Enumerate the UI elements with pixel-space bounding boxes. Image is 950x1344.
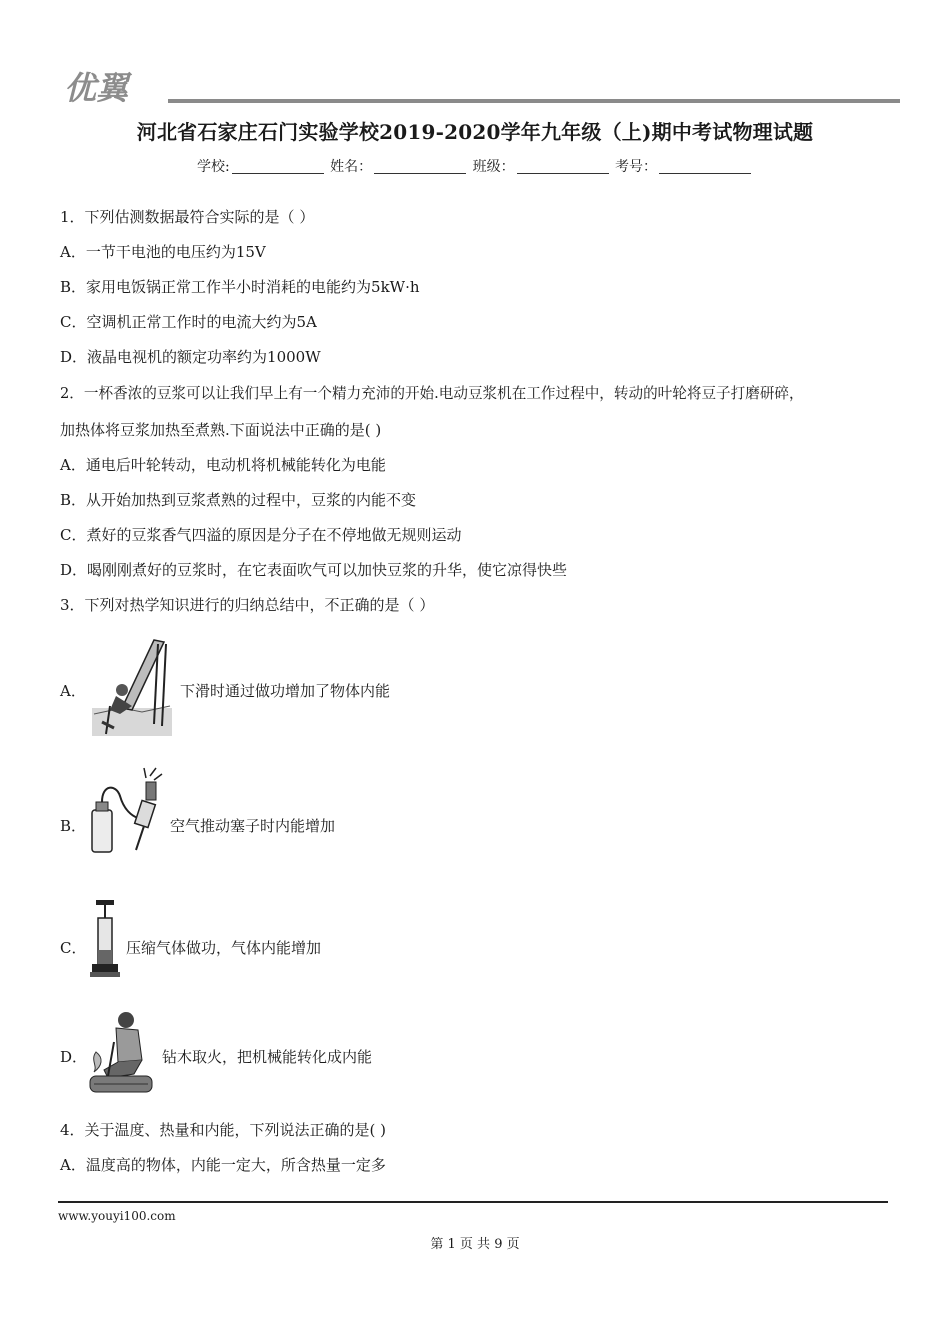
q3-option-a-text: 下滑时通过做功增加了物体内能 [180, 682, 391, 700]
class-blank[interactable] [517, 159, 609, 174]
q3-option-b-text: 空气推动塞子时内能增加 [170, 817, 336, 835]
exam-number-label: 考号： [615, 159, 658, 175]
q3-option-d-text: 钻木取火，把机械能转化成内能 [162, 1048, 373, 1066]
school-label: 学校: [196, 159, 230, 175]
q2-option-d: D．喝刚刚煮好的豆浆时，在它表面吹气可以加快豆浆的升华，使它凉得快些 [60, 561, 568, 579]
q2-option-a: A．通电后叶轮转动，电动机将机械能转化为电能 [60, 456, 386, 474]
slide-icon [92, 636, 172, 736]
q1-stem: 1．下列估测数据最符合实际的是（ ） [60, 208, 315, 226]
q3-stem: 3．下列对热学知识进行的归纳总结中，不正确的是（ ） [60, 596, 435, 614]
q3-option-a-letter: A． [60, 682, 86, 700]
q2-option-c: C．煮好的豆浆香气四溢的原因是分子在不停地做无规则运动 [60, 526, 462, 544]
q3-option-d-letter: D． [60, 1048, 88, 1066]
air-pump-icon [88, 898, 122, 980]
q1-option-a: A．一节干电池的电压约为15V [60, 243, 266, 261]
name-label: 姓名： [330, 159, 373, 175]
q3-option-b-letter: B． [60, 817, 87, 835]
exam-number-blank[interactable] [659, 159, 751, 174]
q2-option-b: B．从开始加热到豆浆煮熟的过程中，豆浆的内能不变 [60, 491, 417, 509]
q2-stem-line2: 加热体将豆浆加热至煮熟.下面说法中正确的是( ) [60, 421, 382, 439]
q3-option-c-text: 压缩气体做功，气体内能增加 [126, 939, 322, 957]
name-blank[interactable] [374, 159, 466, 174]
footer-rule [58, 1201, 888, 1203]
q1-option-d: D．液晶电视机的额定功率约为1000W [60, 348, 321, 366]
q4-option-a: A．温度高的物体，内能一定大，所含热量一定多 [60, 1156, 386, 1174]
header-rule [168, 99, 900, 103]
q1-option-c: C．空调机正常工作时的电流大约为5A [60, 313, 317, 331]
school-blank[interactable] [232, 159, 324, 174]
q4-stem: 4．关于温度、热量和内能，下列说法正确的是( ) [60, 1121, 387, 1139]
class-label: 班级： [472, 159, 515, 175]
logo-text: 优翼 [64, 69, 129, 106]
footer-url: www.youyi100.com [58, 1209, 176, 1223]
drill-fire-icon [86, 1008, 156, 1096]
q2-stem-line1: 2．一杯香浓的豆浆可以让我们早上有一个精力充沛的开始.电动豆浆机在工作过程中，转动的叶轮将豆子打磨研碎， [60, 385, 804, 402]
document-title: 河北省石家庄石门实验学校2019-2020学年九年级（上)期中考试物理试题 [136, 120, 814, 144]
youyi-logo-icon [62, 66, 180, 106]
q3-option-c-letter: C． [60, 939, 87, 957]
student-info-row [0, 156, 950, 176]
q1-option-b: B．家用电饭锅正常工作半小时消耗的电能约为5kW·h [60, 278, 420, 296]
bottle-stopper-icon [86, 766, 166, 856]
page-number: 第 1 页 共 9 页 [430, 1237, 520, 1252]
